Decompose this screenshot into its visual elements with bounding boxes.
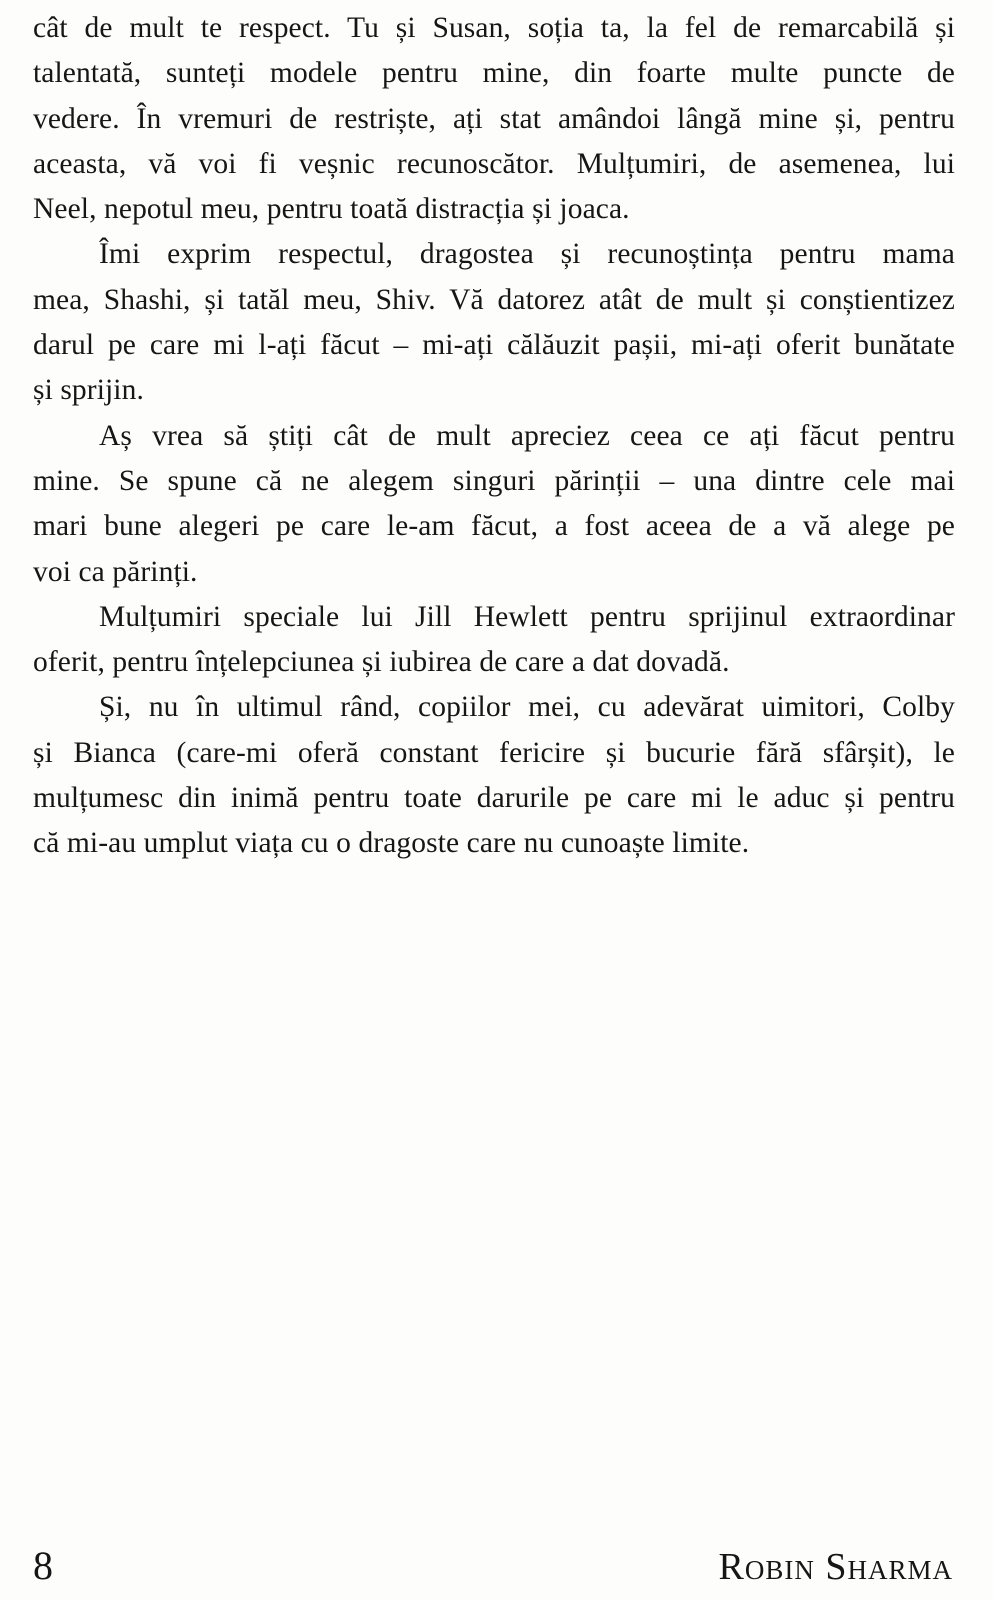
text-line: cât de mult te respect. Tu și Susan, soția ta, la fel de remarcabilă și xyxy=(33,12,955,44)
page-footer xyxy=(33,1543,953,1588)
text-line: voi ca părinți. xyxy=(33,555,198,588)
text-line: vedere. În vremuri de restriște, ați stat amândoi lângă mine și, pentru xyxy=(33,102,955,135)
text-line: darul pe care mi l-ați făcut – mi-ați călăuzit pașii, mi-ați oferit bunătate xyxy=(33,329,955,362)
page-number: 8 xyxy=(33,1543,53,1588)
running-footer-author: Robin Sharma xyxy=(718,1546,953,1588)
text-line: Și, nu în ultimul rând, copiilor mei, cu adevărat uimitori, Colby xyxy=(99,691,955,724)
text-line: mari bune alegeri pe care le-am făcut, a fost aceea de a vă alege pe xyxy=(33,510,955,543)
text-line: oferit, pentru înțelepciunea și iubirea de care a dat dovadă. xyxy=(33,646,730,679)
text-line: Îmi exprim respectul, dragostea și recunoștința pentru mama xyxy=(99,238,955,271)
text-line: că mi-au umplut viața cu o dragoste care nu cunoaște limite. xyxy=(33,827,750,860)
text-line: Aș vrea să știți cât de mult apreciez ceea ce ați făcut pentru xyxy=(99,419,955,452)
body-text-block xyxy=(33,6,955,867)
text-line: Neel, nepotul meu, pentru toată distracția și joaca. xyxy=(33,193,630,226)
text-line: mea, Shashi, și tatăl meu, Shiv. Vă datorez atât de mult și conștientizez xyxy=(33,283,955,316)
text-line: și sprijin. xyxy=(33,374,144,407)
text-line: Mulțumiri speciale lui Jill Hewlett pentru sprijinul extraordinar xyxy=(99,600,955,633)
text-line: și Bianca (care-mi oferă constant fericire și bucurie fără sfârșit), le xyxy=(33,736,955,769)
text-line: talentată, sunteți modele pentru mine, din foarte multe puncte de xyxy=(33,57,955,90)
text-line: aceasta, vă voi fi veșnic recunoscător. Mulțumiri, de asemenea, lui xyxy=(33,147,955,180)
text-line: mine. Se spune că ne alegem singuri părinții – una dintre cele mai xyxy=(33,464,955,497)
text-line: mulțumesc din inimă pentru toate darurile pe care mi le aduc și pentru xyxy=(33,782,955,815)
